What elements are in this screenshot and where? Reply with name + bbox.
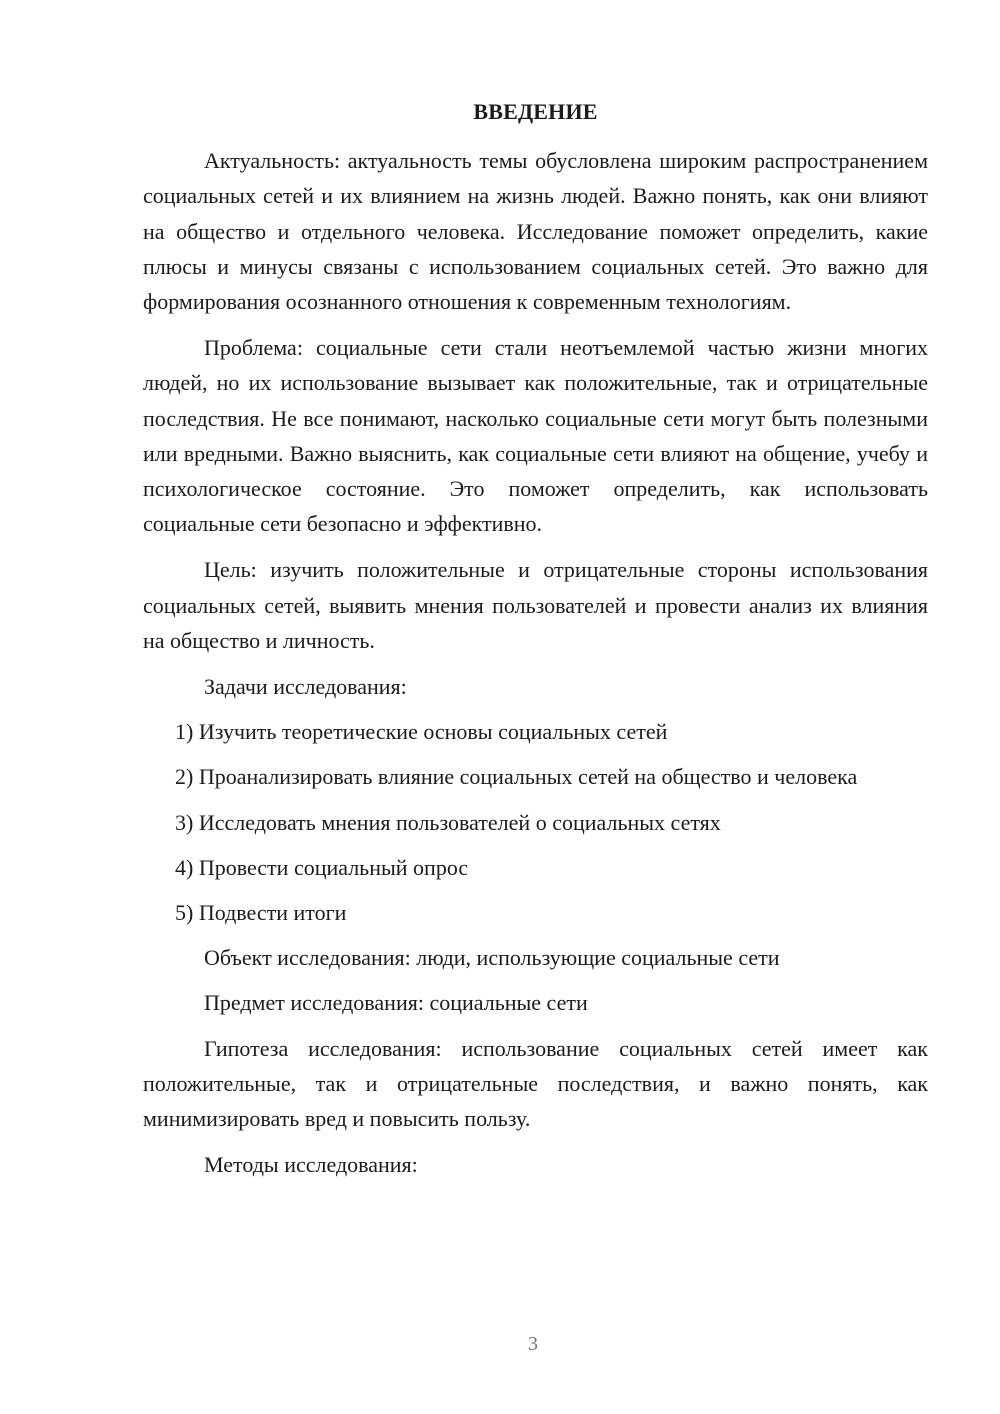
research-subject: Предмет исследования: социальные сети — [204, 990, 588, 1016]
goal-paragraph: Цель: изучить положительные и отрицательные стороны использования социальных сетей, выявить мнения пользователей и провести анализ их влияния на общество и личность. — [143, 557, 928, 653]
task-item: 3) Исследовать мнения пользователей о социальных сетях — [175, 809, 721, 835]
task-item: 4) Провести социальный опрос — [175, 854, 469, 880]
section-title: ВВЕДЕНИЕ — [473, 99, 598, 124]
research-hypothesis: Гипотеза исследования: использование социальных сетей имеет как положительные, так и отрицательные последствия, и важно понять, как минимизировать вред и повысить пользу. — [143, 1035, 928, 1132]
problem-paragraph: Проблема: социальные сети стали неотъемлемой частью жизни многих людей, но их использование вызывает как положительные, так и отрицательные последствия. Не все понимают, насколько социальные сети могут быть полезными или вредными. Важно выяснить, как социальные сети влияют на общение, учебу и психологическое состояние. Это поможет определить, как использовать социальные сети безопасно и эффективно. — [143, 335, 928, 537]
relevance-paragraph: Актуальность: актуальность темы обусловлена широким распространением социальных сетей и их влиянием на жизнь людей. Важно понять, как они влияют на общество и отдельного человека. Исследование поможет определить, какие плюсы и минусы связаны с использованием социальных сетей. Это важно для формирования осознанного отношения к современным технологиям. — [143, 148, 928, 315]
task-item: 1) Изучить теоретические основы социальных сетей — [175, 719, 668, 745]
task-item: 2) Проанализировать влияние социальных сетей на общество и человека — [175, 764, 858, 790]
task-item: 5) Подвести итоги — [175, 900, 347, 926]
methods-heading: Методы исследования: — [204, 1152, 418, 1178]
tasks-heading: Задачи исследования: — [204, 674, 407, 700]
research-object: Объект исследования: люди, использующие социальные сети — [204, 945, 780, 971]
page-number: 3 — [528, 1333, 538, 1355]
tasks-list — [143, 714, 928, 930]
page-content — [143, 94, 928, 1192]
